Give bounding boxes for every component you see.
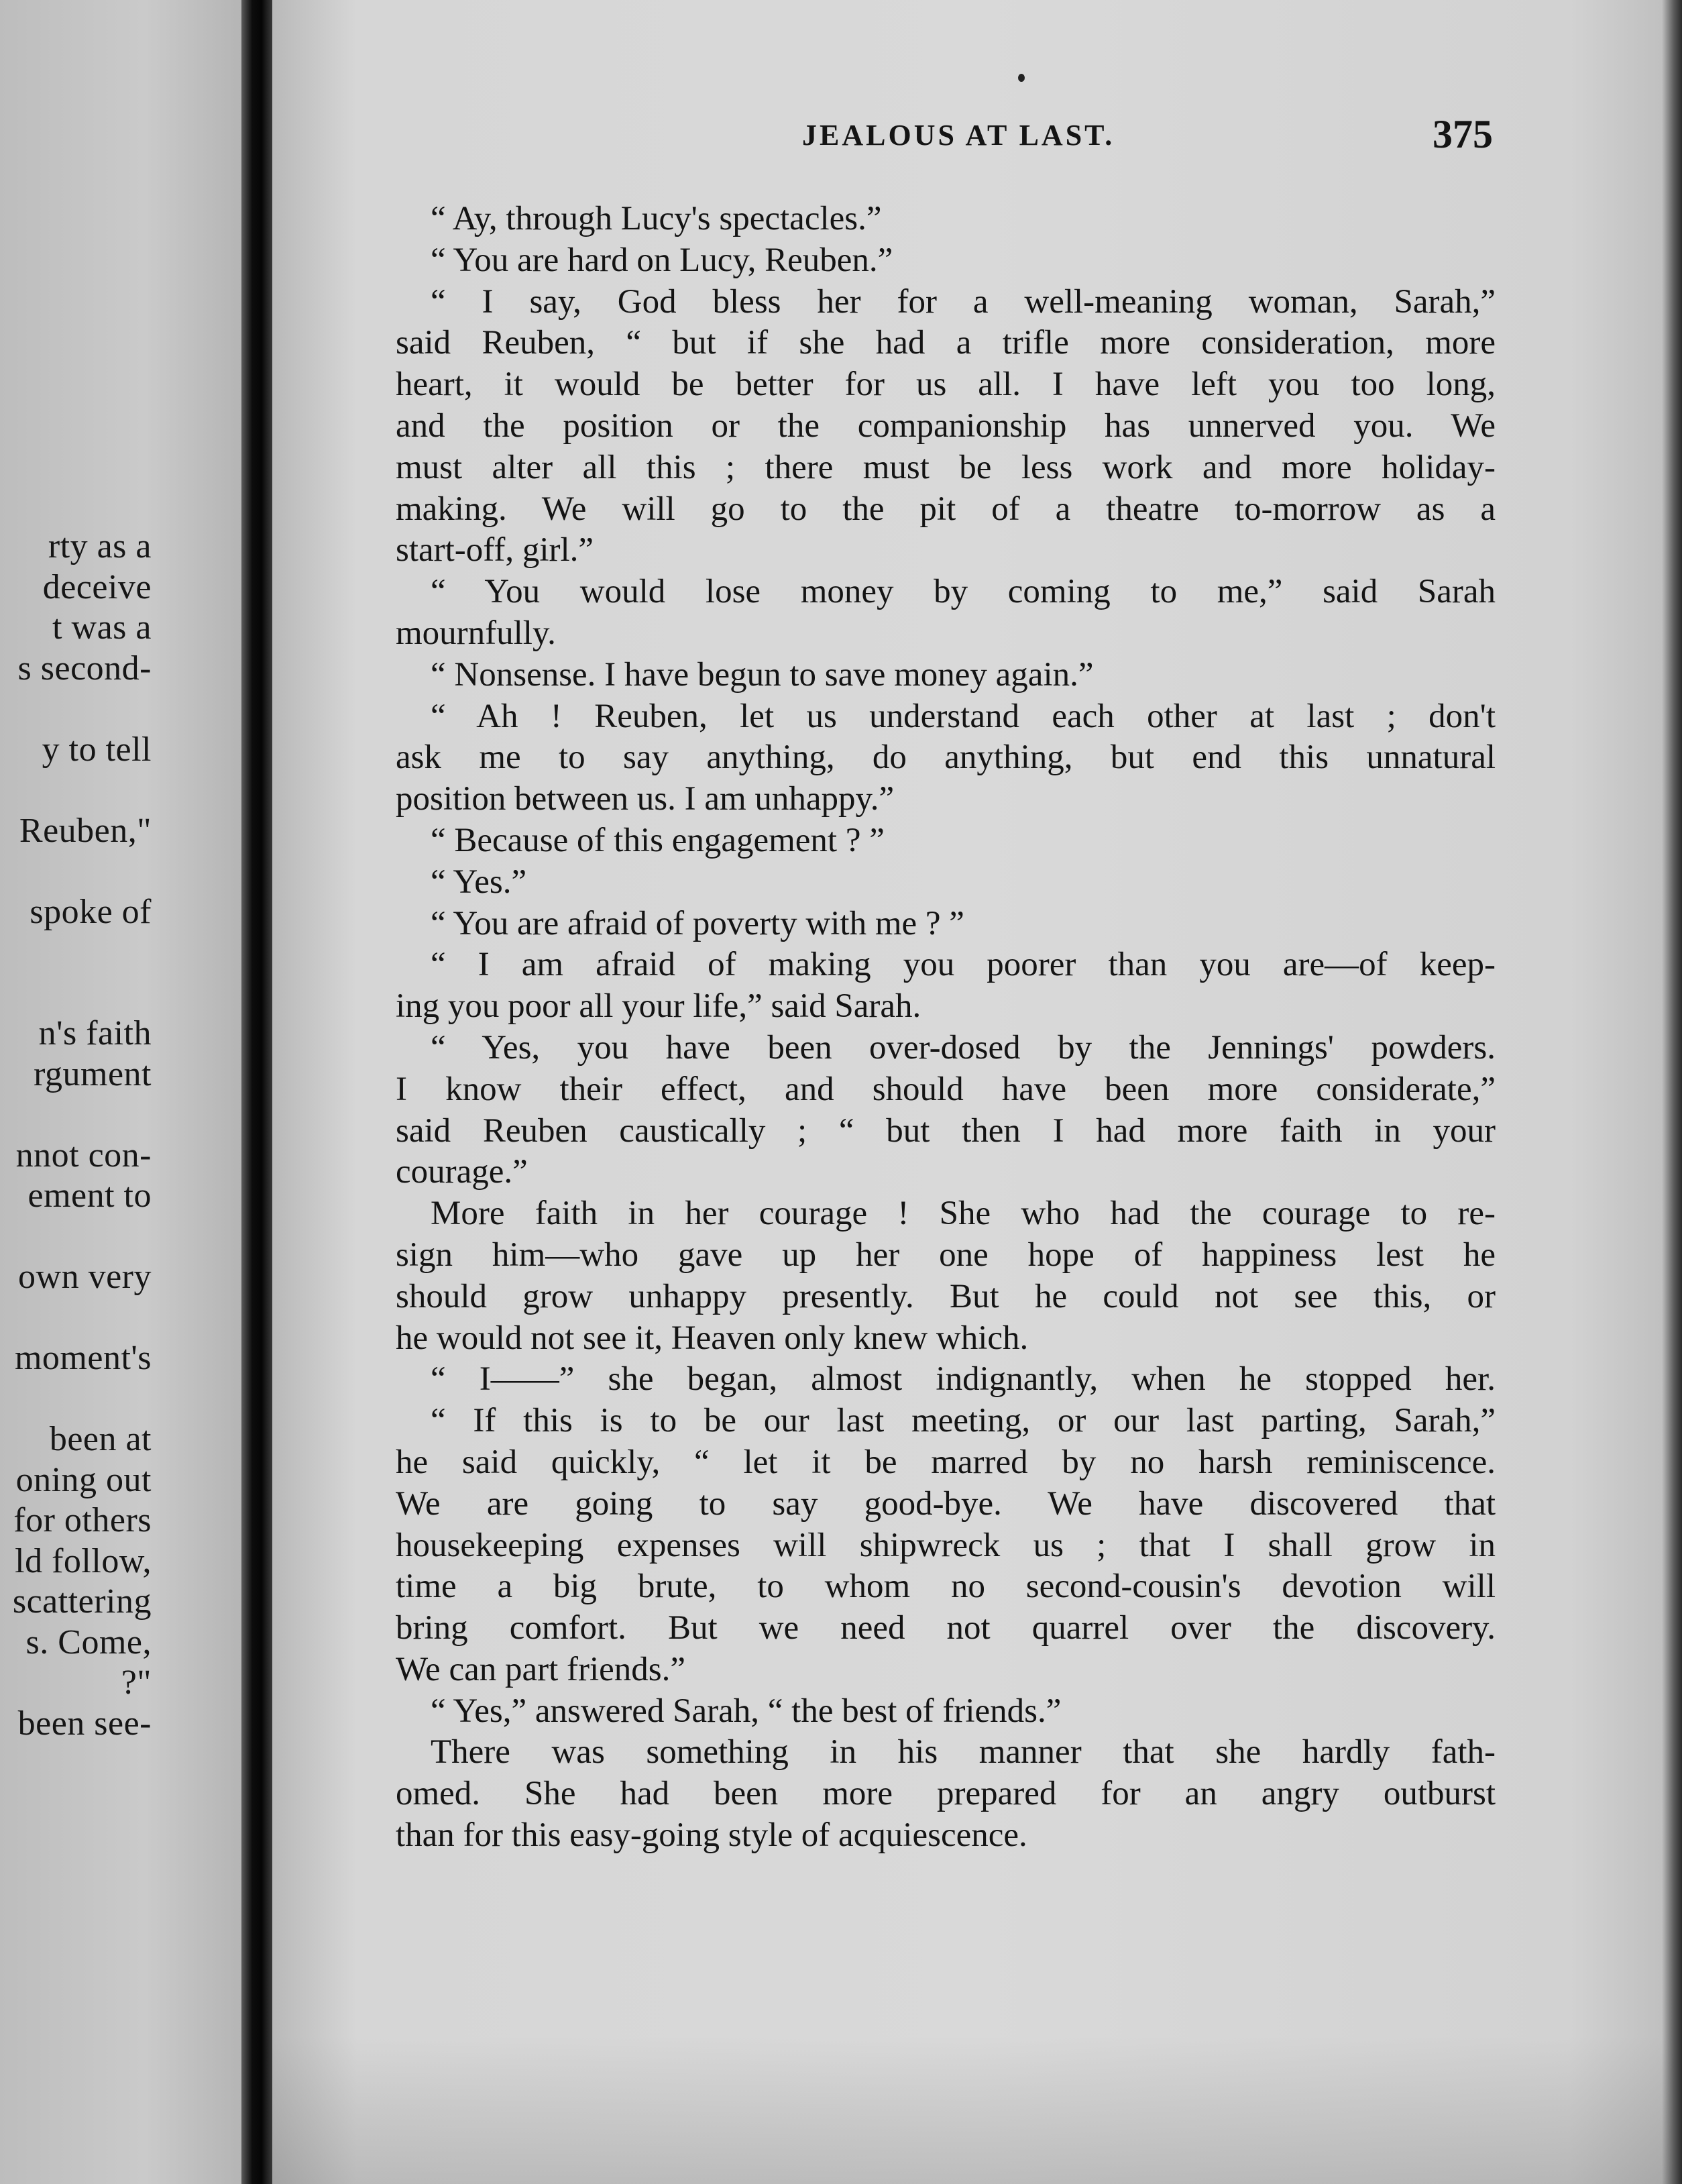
text-line: “ I——” she began, almost indignantly, when he stopped her. <box>431 1360 1496 1399</box>
text-line: We are going to say good-bye. We have discovered that <box>396 1484 1496 1523</box>
text-line: More faith in her courage ! She who had the courage to re- <box>431 1195 1496 1233</box>
text-line: should grow unhappy presently. But he could not see this, or <box>396 1277 1496 1315</box>
left-page-line: moment's <box>14 1339 152 1377</box>
text-line: heart, it would be better for us all. I have left you too long, <box>396 366 1496 404</box>
left-page-line: n's faith <box>38 1014 152 1052</box>
left-page-line: been see- <box>17 1704 152 1743</box>
text-line: ask me to say anything, do anything, but end this unnatural <box>396 739 1496 777</box>
right-page <box>272 0 1682 2184</box>
left-page-line: for others <box>13 1501 152 1539</box>
left-page-line: scattering <box>12 1582 152 1621</box>
book-gutter <box>241 0 272 2184</box>
left-facing-page <box>0 0 241 2184</box>
text-line: “ Nonsense. I have begun to save money again.” <box>431 655 1094 694</box>
left-page-line: rty as a <box>48 527 152 565</box>
text-line: start-off, girl.” <box>396 531 594 569</box>
text-line: “ Ah ! Reuben, let us understand each other at last ; don't <box>431 697 1496 735</box>
page-shadow <box>272 2036 1682 2184</box>
running-head: JEALOUS AT LAST. <box>802 119 1115 152</box>
left-page-line: own very <box>18 1258 152 1296</box>
text-line: than for this easy-going style of acquiescence. <box>396 1816 1027 1855</box>
page-number: 375 <box>1433 112 1493 156</box>
text-line: “ Yes,” answered Sarah, “ the best of friends.” <box>431 1692 1062 1730</box>
left-page-line: t was a <box>52 608 152 647</box>
text-line: ing you poor all your life,” said Sarah. <box>396 987 921 1026</box>
left-page-line: spoke of <box>30 892 152 931</box>
text-line: and the position or the companionship has unnerved you. We <box>396 406 1496 445</box>
page-edge-shadow <box>1662 0 1682 2184</box>
text-line: “ Yes.” <box>431 863 527 901</box>
left-page-line: ement to <box>27 1177 152 1215</box>
body-text <box>396 199 1496 1857</box>
left-page-line: ?" <box>121 1663 152 1702</box>
text-line: housekeeping expenses will shipwreck us ; that I shall grow in <box>396 1526 1496 1564</box>
text-line: he would not see it, Heaven only knew which. <box>396 1319 1029 1357</box>
text-line: must alter all this ; there must be less work and more holiday- <box>396 448 1496 486</box>
text-line: “ I say, God bless her for a well-meaning woman, Sarah,” <box>431 282 1496 321</box>
left-page-line: rgument <box>34 1054 152 1093</box>
left-page-line: Reuben," <box>19 811 152 850</box>
text-line: I know their effect, and should have been more considerate,” <box>396 1070 1496 1108</box>
left-page-line: deceive <box>42 567 152 606</box>
text-line: “ You are hard on Lucy, Reuben.” <box>431 241 893 279</box>
text-line: courage.” <box>396 1153 528 1191</box>
text-line: “ You would lose money by coming to me,” said Sarah <box>431 573 1496 611</box>
text-line: “ Because of this engagement ? ” <box>431 821 885 859</box>
text-line: bring comfort. But we need not quarrel over the discovery. <box>396 1609 1496 1647</box>
text-line: time a big brute, to whom no second-cousin's devotion will <box>396 1568 1496 1606</box>
left-page-line: oning out <box>15 1460 152 1499</box>
text-line: We can part friends.” <box>396 1650 686 1688</box>
left-page-line: s. Come, <box>25 1623 152 1661</box>
text-line: sign him—who gave up her one hope of happiness lest he <box>396 1236 1496 1274</box>
text-line: he said quickly, “ let it be marred by no harsh reminiscence. <box>396 1443 1496 1481</box>
text-line: “ You are afraid of poverty with me ? ” <box>431 904 964 942</box>
text-line: said Reuben, “ but if she had a trifle more consideration, more <box>396 324 1496 362</box>
left-page-line: nnot con- <box>15 1136 152 1175</box>
text-line: There was something in his manner that she hardly fath- <box>431 1733 1496 1771</box>
text-line: “ I am afraid of making you poorer than you are—of keep- <box>431 946 1496 984</box>
text-line: making. We will go to the pit of a theatre to-morrow as a <box>396 490 1496 528</box>
left-page-line: been at <box>49 1420 152 1458</box>
ink-speck <box>1018 74 1025 82</box>
text-line: omed. She had been more prepared for an angry outburst <box>396 1775 1496 1813</box>
left-page-line: ld follow, <box>15 1541 152 1580</box>
left-page-line: y to tell <box>42 730 152 769</box>
text-line: position between us. I am unhappy.” <box>396 780 895 818</box>
text-line: mournfully. <box>396 614 556 652</box>
text-line: said Reuben caustically ; “ but then I had more faith in your <box>396 1111 1496 1150</box>
text-line: “ Ay, through Lucy's spectacles.” <box>431 200 882 237</box>
left-page-line: s second- <box>17 649 152 688</box>
text-line: “ If this is to be our last meeting, or our last parting, Sarah,” <box>431 1402 1496 1440</box>
text-line: “ Yes, you have been over-dosed by the Jennings' powders. <box>431 1028 1496 1067</box>
